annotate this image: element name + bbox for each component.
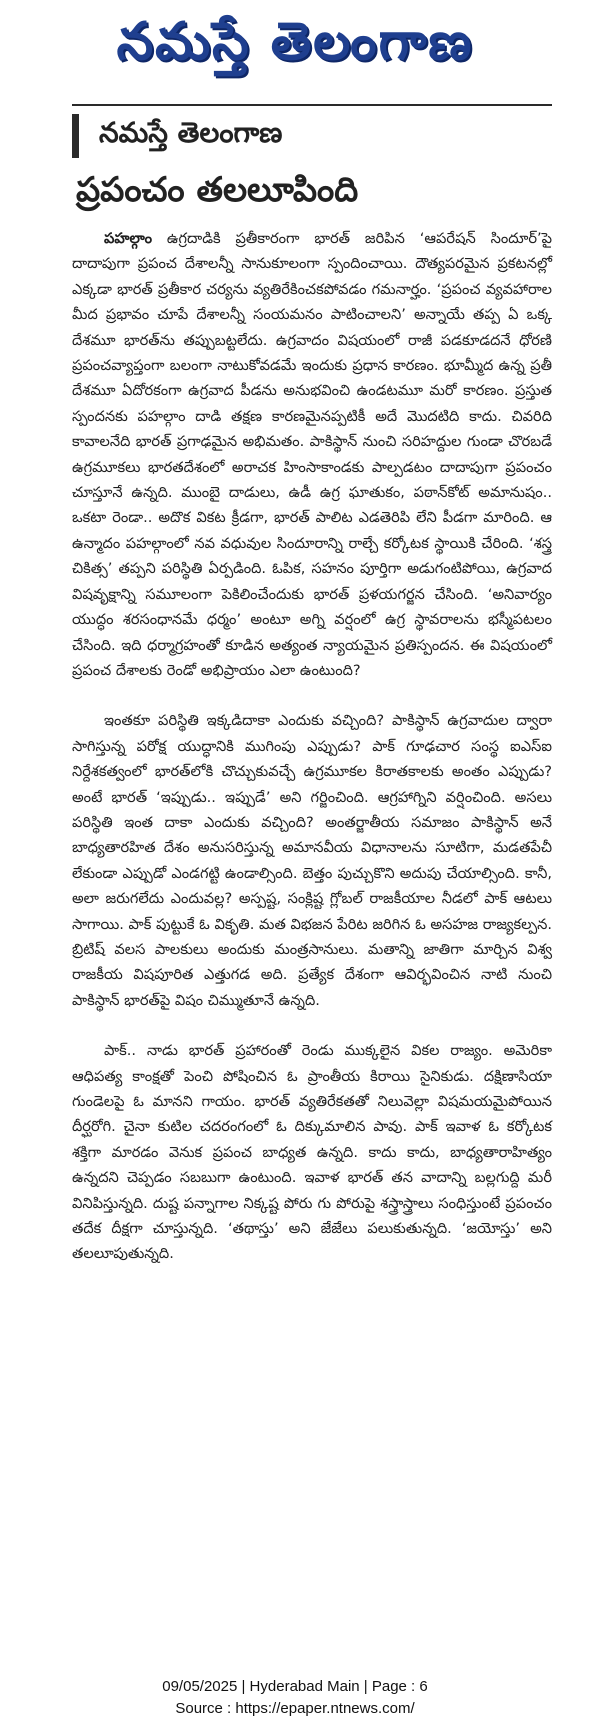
section-tag-label: నమస్తే తెలంగాణ	[99, 116, 283, 149]
page-footer	[0, 1676, 590, 1720]
masthead	[0, 0, 590, 96]
article-paragraph	[72, 226, 552, 683]
article-paragraph: పాక్.. నాడు భారత్ ప్రహారంతో రెండు ముక్కలైన వికల రాజ్యం. అమెరికా ఆధిపత్య కాంక్షతో పెంచి పోషించిన ఓ ప్రాంతీయ కిరాయి సైనికుడు. దక్షిణాసియా గుండెలపై ఓ మానని గాయం. భారత్ వ్యతిరేకతతో నిలువెల్లా విషమయమైపోయిన దీర్ఘరోగి. చైనా కుటిల చదరంగంలో ఓ దిక్కుమాలిన పావు. పాక్ ఇవాళ ఓ కర్కోటక శక్తిగా మారడం వెనుక ప్రపంచ బాధ్యత ఉన్నది. కాదు కాదు, బాధ్యతారాహిత్యం ఉన్నదని చెప్పడం సబబుగా ఉంటుంది. ఇవాళ భారత్ తన వాదాన్ని బల్లగుద్ది మరీ వినిపిస్తున్నది. దుష్ట పన్నాగాల నిక్కష్ట పోరు గు పోరుపై శస్త్రాస్త్రాలు సంధిస్తుంటే ప్రపంచం తదేక దీక్షగా చూస్తున్నది. ‘తథాస్తు’ అని జేజేలు పలుకుతున్నది. ‘జయోస్తు’ అని తలలూపుతున్నది.	[72, 1042, 552, 1263]
lead-word: పహల్గాం	[104, 230, 152, 247]
editorial-article	[72, 104, 552, 1292]
section-bar	[72, 114, 79, 158]
source-line: Source : https://epaper.ntnews.com/	[175, 1700, 415, 1717]
article-paragraph: ఇంతకూ పరిస్థితి ఇక్కడిదాకా ఎందుకు వచ్చింది? పాకిస్థాన్ ఉగ్రవాదుల ద్వారా సాగిస్తున్న పరోక్ష యుద్ధానికి ముగింపు ఎప్పుడు? పాక్ గూఢచార సంస్థ ఐఎస్ఐ నిర్దేశకత్వంలో భారత్‌లోకి చొచ్చుకువచ్చే ఉగ్రమూకల కిరాతకాలకు అంతం ఎప్పుడు? అంటే భారత్ ‘ఇప్పుడు.. ఇప్పుడే’ అని గర్జించింది. ఆగ్రహాగ్నిని వర్షించింది. అసలు పరిస్థితి ఇంత దాకా ఎందుకు వచ్చింది? అంతర్జాతీయ సమాజం పాకిస్థాన్ అనే బాధ్యతారహిత దేశం అనుసరిస్తున్న అమానవీయ విధానాలను సూటిగా, మడతపేచీ లేకుండా ఎప్పుడో ఎండగట్టి ఉండాల్సింది. బెత్తం పుచ్చుకొని అదుపు చేయాల్సింది. కానీ, అలా జరుగలేదు ఎందువల్ల? అస్పష్ట, సంక్లిష్ట గ్లోబల్ రాజకీయాల నీడలో పాక్ ఆటలు సాగాయి. పాక్ పుట్టుకే ఓ వికృతి. మత విభజన పేరిట జరిగిన ఓ అసహజ రాజ్యకల్పన. బ్రిటిష్ వలస పాలకులు అందుకు మంత్రసానులు. మతాన్ని జాతిగా మార్చిన విశ్వ రాజకీయ విషపూరిత ఎత్తుగడ అది. ప్రత్యేక దేశంగా ఆవిర్భవించిన నాటి నుంచి పాకిస్థాన్ భారత్‌పై విషం చిమ్ముతూనే ఉన్నది.	[72, 712, 552, 1009]
edition-info: 09/05/2025 | Hyderabad Main | Page : 6	[162, 1678, 428, 1695]
section-tag	[72, 104, 552, 166]
article-headline: ప్రపంచం తలలూపింది	[76, 170, 359, 210]
paragraph-text: ఉగ్రదాడికి ప్రతీకారంగా భారత్ జరిపిన ‘ఆపరేషన్ సిందూర్’పై దాదాపుగా ప్రపంచ దేశాలన్నీ సానుకూలంగా స్పందించాయి. దౌత్యపరమైన ప్రకటనల్లో ఎక్కడా భారత్ ప్రతీకార చర్యను వ్యతిరేకించకపోవడం గమనార్హం. ‘ప్రపంచ వ్యవహారాల మీద ప్రభావం చూపే దేశాలన్నీ సంయమనం పాటించాలని’ అన్నాయే తప్ప ఏ ఒక్క దేశమూ భారత్‌ను తప్పుబట్టలేదు. ఉగ్రవాదం విషయంలో రాజీ పడకూడదనే ధోరణి ప్రపంచవ్యాప్తంగా బలంగా నాటుకోవడమే ఇందుకు ప్రధాన కారణం. భూమ్మీద ఉన్న ప్రతీ దేశమూ ఏదోరకంగా ఉగ్రవాద పీడను అనుభవించి ఉండటమూ మరో కారణం. ప్రస్తుత స్పందనకు పహల్గాం దాడి తక్షణ కారణమైనప్పటికీ అదే మొదటిది కాదు. చివరిది కావాలనేది భారత్ ప్రగాఢమైన అభిమతం. పాకిస్థాన్ నుంచి సరిహద్దుల గుండా చొరబడే ఉగ్రమూకలు భారతదేశంలో అరాచక హింసాకాండకు పాల్పడటం దాదాపుగా ప్రపంచం చూస్తూనే ఉన్నది. ముంబై దాడులు, ఉడీ ఉగ్ర ఘాతుకం, పఠాన్‌కోట్ అమానుషం.. ఒకటా రెండా.. అదొక వికట క్రీడగా, భారత్ పాలిట ఎడతెరిపి లేని పీడగా మారింది. ఆ ఉన్మాదం పహల్గాంలో నవ వధువుల సిందూరాన్ని రాల్చే కర్కోటక స్థాయికి చేరింది. ‘శస్త్ర చికిత్స’ తప్పని పరిస్థితి ఏర్పడింది. ఓపిక, సహనం పూర్తిగా అడుగంటిపోయి, ఉగ్రవాద విషవృక్షాన్ని సమూలంగా పెకిలించేందుకు భారత్ ప్రళయగర్జన చేసింది. ‘అనివార్యం యుద్ధం శరసంధానమే ధర్మం’ అంటూ అగ్ని వర్షంలో ఉగ్ర స్థావరాలను భస్మీపటలం చేసింది. ఇది ధర్మాగ్రహంతో కూడిన అత్యంత న్యాయమైన ప్రతిస్పందన. ఈ విషయంలో ప్రపంచ దేశాలకు రెండో అభిప్రాయం ఎలా ఉంటుంది?	[72, 230, 552, 679]
article-body	[72, 226, 552, 1267]
newspaper-logo: నమస్తే తెలంగాణ	[116, 11, 474, 72]
